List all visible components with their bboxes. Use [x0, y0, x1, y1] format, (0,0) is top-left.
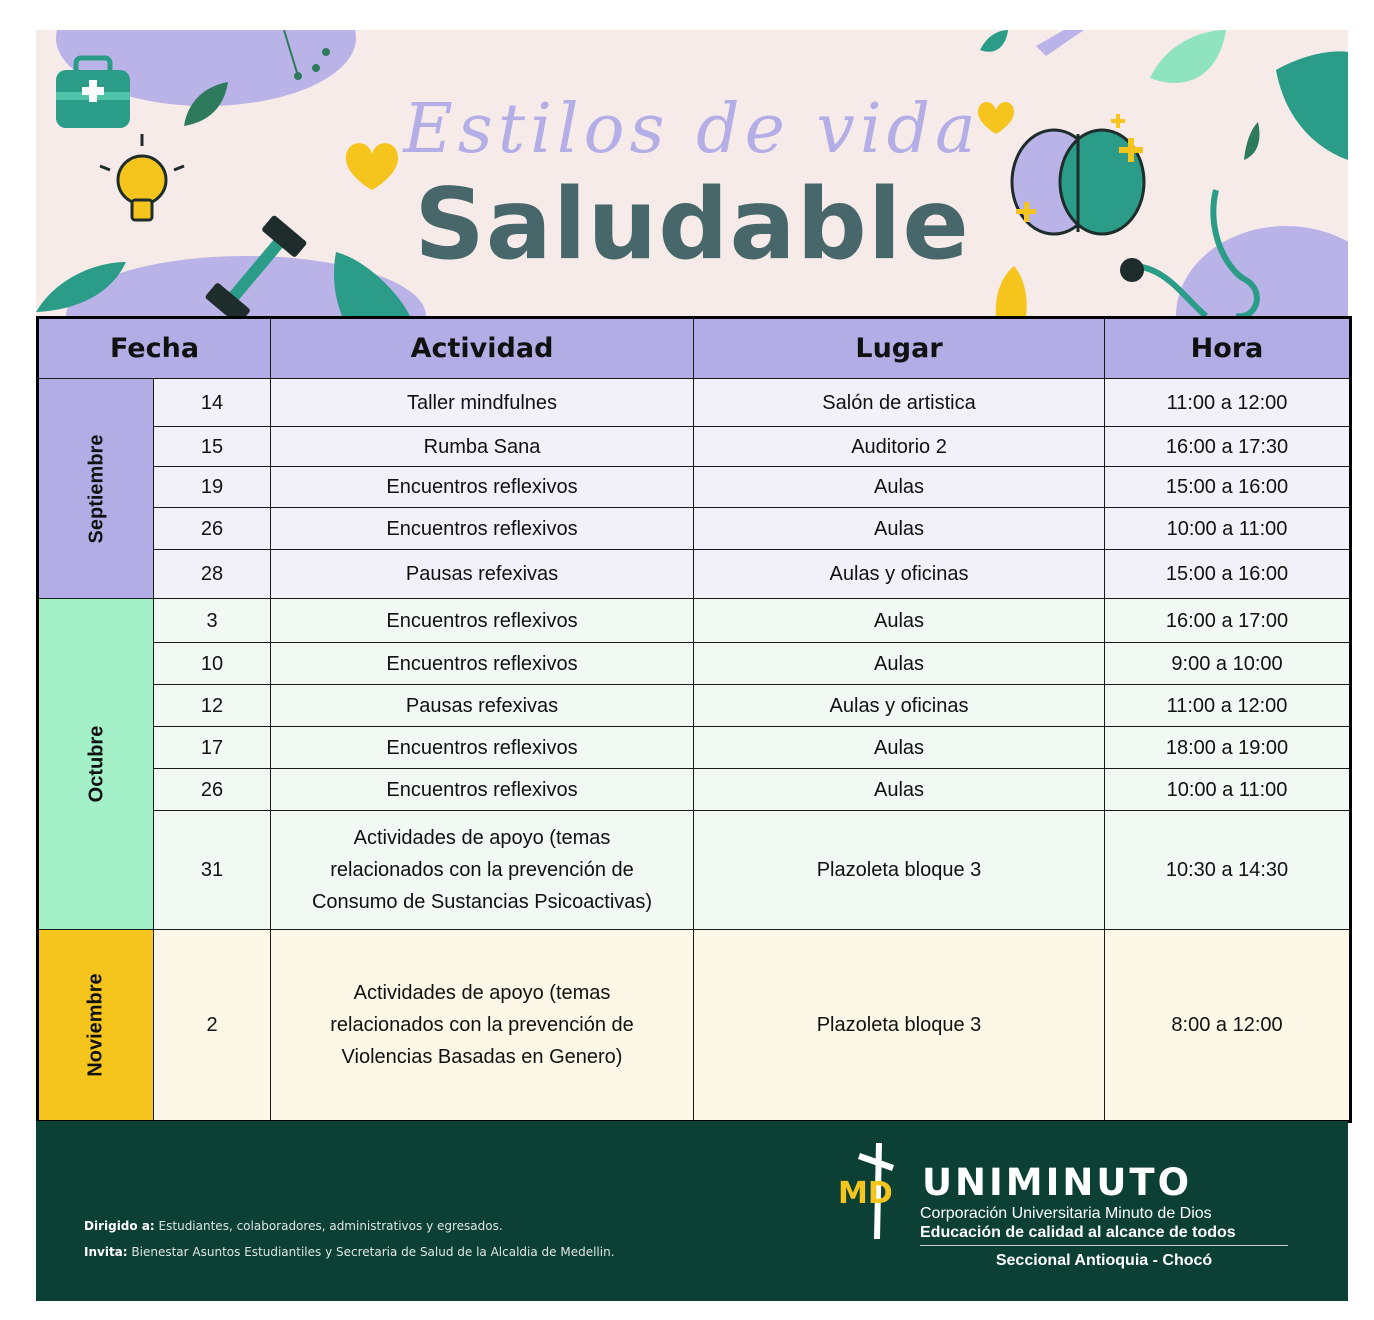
activity-cell: Encuentros reflexivos: [271, 727, 694, 769]
table-row: [38, 769, 1351, 811]
column-header-place: Lugar: [694, 318, 1105, 379]
month-label-september: [38, 379, 154, 599]
activity-line: Actividades de apoyo (temas: [353, 827, 611, 849]
place-cell: Salón de artistica: [694, 379, 1105, 427]
footer-invites-line: [84, 1245, 615, 1259]
table-header-row: [38, 318, 1351, 379]
leaf-icon: [1150, 30, 1226, 83]
time-cell: 16:00 a 17:30: [1105, 427, 1351, 467]
time-cell: 10:00 a 11:00: [1105, 508, 1351, 550]
column-header-time: Hora: [1105, 318, 1351, 379]
month-label-november: [38, 930, 154, 1122]
activity-line: Consumo de Sustancias Psicoactivas): [311, 891, 653, 913]
column-header-activity: Actividad: [271, 318, 694, 379]
table-row: [38, 508, 1351, 550]
activity-cell: [271, 930, 694, 1122]
header-banner: [36, 30, 1348, 316]
table-row: [38, 811, 1351, 930]
day-cell: 26: [154, 769, 271, 811]
logo-subtitle: Corporación Universitaria Minuto de Dios: [920, 1205, 1212, 1222]
place-cell: Aulas: [694, 467, 1105, 508]
time-cell: 10:00 a 11:00: [1105, 769, 1351, 811]
day-cell: 31: [154, 811, 271, 930]
day-cell: 2: [154, 930, 271, 1122]
activity-cell: Pausas refexivas: [271, 550, 694, 599]
table-row: [38, 550, 1351, 599]
activity-cell: Encuentros reflexivos: [271, 769, 694, 811]
table-row: [38, 685, 1351, 727]
logo-tagline: Educación de calidad al alcance de todos: [920, 1224, 1236, 1241]
place-cell: Aulas: [694, 599, 1105, 643]
activity-cell: Taller mindfulnes: [271, 379, 694, 427]
table-row: [38, 727, 1351, 769]
banner-title-line2: Saludable: [414, 168, 970, 282]
time-cell: 15:00 a 16:00: [1105, 550, 1351, 599]
activity-cell: Pausas refexivas: [271, 685, 694, 727]
activity-line: relacionados con la prevención de: [330, 1014, 634, 1036]
activity-cell: Rumba Sana: [271, 427, 694, 467]
month-label-october: [38, 599, 154, 930]
day-cell: 17: [154, 727, 271, 769]
footer-directed-text: Estudiantes, colaboradores, administrativos y egresados.: [158, 1219, 503, 1233]
leaf-icon: [980, 30, 1008, 52]
activity-cell: Encuentros reflexivos: [271, 508, 694, 550]
month-label-text: Octubre: [85, 725, 107, 803]
activity-line: Actividades de apoyo (temas: [353, 982, 611, 1004]
logo-divider: [920, 1245, 1288, 1246]
place-cell: Plazoleta bloque 3: [694, 930, 1105, 1122]
day-cell: 28: [154, 550, 271, 599]
day-cell: 14: [154, 379, 271, 427]
place-cell: Aulas: [694, 727, 1105, 769]
logo-name: UNIMINUTO: [922, 1161, 1193, 1204]
table-row: [38, 379, 1351, 427]
day-cell: 3: [154, 599, 271, 643]
uniminuto-logo-icon: [836, 1143, 918, 1239]
time-cell: 15:00 a 16:00: [1105, 467, 1351, 508]
month-label-text: Septiembre: [85, 434, 107, 543]
footer-invites-label: Invita:: [84, 1245, 128, 1259]
footer-directed-line: [84, 1219, 503, 1233]
day-cell: 26: [154, 508, 271, 550]
activity-line: Violencias Basadas en Genero): [341, 1046, 623, 1068]
place-cell: Aulas y oficinas: [694, 685, 1105, 727]
activity-cell: Encuentros reflexivos: [271, 467, 694, 508]
time-cell: 9:00 a 10:00: [1105, 643, 1351, 685]
schedule-table: [36, 316, 1352, 1123]
table-row: [38, 930, 1351, 1122]
leaf-icon: [1036, 30, 1084, 56]
activity-cell: Encuentros reflexivos: [271, 599, 694, 643]
footer-invites-text: Bienestar Asuntos Estudiantiles y Secretaria de Salud de la Alcaldia de Medellin.: [131, 1245, 615, 1259]
place-cell: Aulas y oficinas: [694, 550, 1105, 599]
day-cell: 10: [154, 643, 271, 685]
activity-line: relacionados con la prevención de: [330, 859, 634, 881]
footer-directed-label: Dirigido a:: [84, 1219, 155, 1233]
day-cell: 15: [154, 427, 271, 467]
table-row: [38, 643, 1351, 685]
time-cell: 11:00 a 12:00: [1105, 685, 1351, 727]
place-cell: Aulas: [694, 769, 1105, 811]
month-label-text: Noviembre: [85, 973, 107, 1077]
table-row: [38, 467, 1351, 508]
logo-initials: MD: [838, 1176, 893, 1211]
column-header-date: Fecha: [38, 318, 271, 379]
logo-campus: Seccional Antioquia - Chocó: [995, 1252, 1213, 1269]
time-cell: 16:00 a 17:00: [1105, 599, 1351, 643]
activity-cell: Encuentros reflexivos: [271, 643, 694, 685]
place-cell: Plazoleta bloque 3: [694, 811, 1105, 930]
place-cell: Aulas: [694, 508, 1105, 550]
table-row: [38, 599, 1351, 643]
place-cell: Auditorio 2: [694, 427, 1105, 467]
footer: [36, 1121, 1348, 1301]
time-cell: 18:00 a 19:00: [1105, 727, 1351, 769]
time-cell: 10:30 a 14:30: [1105, 811, 1351, 930]
place-cell: Aulas: [694, 643, 1105, 685]
table-row: [38, 427, 1351, 467]
banner-title-line1: Estilos de vida: [403, 90, 981, 169]
day-cell: 12: [154, 685, 271, 727]
time-cell: 8:00 a 12:00: [1105, 930, 1351, 1122]
time-cell: 11:00 a 12:00: [1105, 379, 1351, 427]
activity-cell: [271, 811, 694, 930]
day-cell: 19: [154, 467, 271, 508]
